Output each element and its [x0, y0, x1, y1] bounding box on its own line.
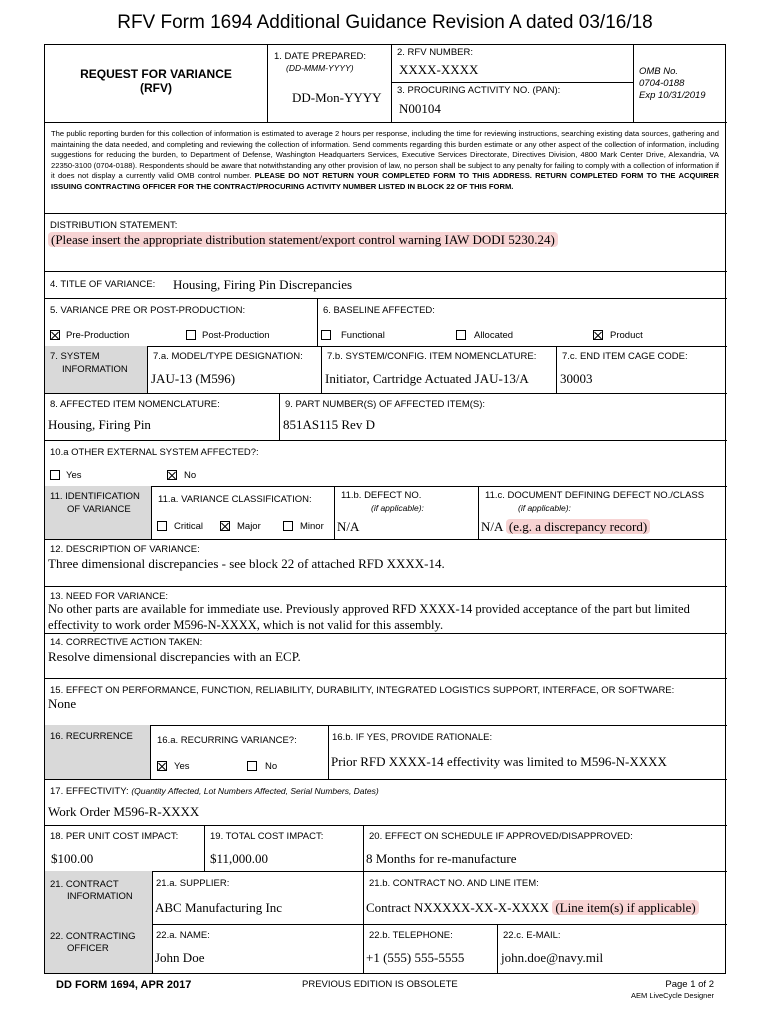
pre-production-label: Pre-Production	[66, 330, 130, 341]
affected-item-field[interactable]: Housing, Firing Pin	[48, 417, 151, 432]
schedule-effect-field[interactable]: 8 Months for re-manufacture	[366, 851, 517, 866]
external-yes-checkbox[interactable]	[50, 470, 60, 480]
title-of-variance-label: 4. TITLE OF VARIANCE:	[50, 279, 156, 290]
date-prepared-field[interactable]: DD-Mon-YYYY	[292, 90, 382, 105]
officer-name-field[interactable]: John Doe	[155, 950, 205, 965]
effect-field[interactable]: None	[48, 696, 77, 711]
contracting-officer-label-1: 22. CONTRACTING	[50, 931, 136, 942]
officer-name-label: 22.a. NAME:	[156, 930, 210, 941]
burden-text: The public reporting burden for this collection of information is estimated to average 2 hours per response, including the time for reviewing instructions, searching existing data sources, gathering and maintaining the data needed, and completing and reviewing the collection of information. Send comments regarding this burden estimate or any other aspect of the collection of information, including suggestions for reducing the burden, to Department of Defense, Washington Headquarters Services, Executive Services Directorate, Directives Division, 4800 Mark Center Drive, Alexandria, VA 22350-3100 (0704-0188). Respondents should be aware that notwithstanding any other provision of law, no person shall be subject to any penalty for failing to comply with a collection of information if it does not display a currently valid OMB control number.	[51, 129, 719, 181]
defect-document-field[interactable]	[481, 519, 650, 535]
omb-number: OMB No.	[639, 66, 679, 77]
defect-no-field[interactable]: N/A	[337, 519, 360, 534]
contract-info-label-2: INFORMATION	[67, 891, 133, 902]
page-number: Page 1 of 2	[665, 979, 714, 990]
distribution-field[interactable]: (Please insert the appropriate distribution statement/export control warning IAW DODI 5230.24)	[48, 232, 558, 247]
rfv-number-field[interactable]: XXXX-XXXX	[399, 62, 479, 77]
external-system-label: 10.a OTHER EXTERNAL SYSTEM AFFECTED?:	[50, 447, 259, 458]
email-label: 22.c. E-MAIL:	[503, 930, 561, 941]
defect-no-hint: (if applicable):	[371, 503, 424, 513]
recurrence-label: 16. RECURRENCE	[50, 731, 133, 742]
contracting-officer-label-2: OFFICER	[67, 943, 109, 954]
pre-production-checkbox[interactable]	[50, 330, 60, 340]
effectivity-label	[50, 786, 379, 797]
schedule-effect-label: 20. EFFECT ON SCHEDULE IF APPROVED/DISAPPROVED:	[369, 831, 633, 842]
need-field-line1[interactable]: No other parts are available for immediate use. Previously approved RFD XXXX-14 provided acceptance of the part but limited	[48, 602, 690, 616]
classification-label: 11.a. VARIANCE CLASSIFICATION:	[158, 494, 312, 505]
part-numbers-label: 9. PART NUMBER(S) OF AFFECTED ITEM(S):	[285, 399, 486, 410]
minor-checkbox[interactable]	[283, 521, 293, 531]
identification-label-1: 11. IDENTIFICATION	[50, 491, 140, 502]
critical-checkbox[interactable]	[157, 521, 167, 531]
contract-no-label: 21.b. CONTRACT NO. AND LINE ITEM:	[369, 878, 539, 889]
external-yes-label: Yes	[66, 470, 82, 481]
telephone-field[interactable]: +1 (555) 555-5555	[366, 950, 465, 965]
effect-label: 15. EFFECT ON PERFORMANCE, FUNCTION, RELIABILITY, DURABILITY, INTEGRATED LOGISTICS SUPPORT, INTERFACE, OR SOFTWARE:	[50, 685, 675, 696]
effectivity-field[interactable]: Work Order M596-R-XXXX	[48, 804, 200, 819]
omb-expiration: Exp 10/31/2019	[639, 90, 706, 101]
date-prepared-label: 1. DATE PREPARED:	[274, 51, 367, 62]
identification-label-2: OF VARIANCE	[67, 504, 131, 515]
contract-no-value: Contract NXXXXX-XX-X-XXXX	[366, 900, 550, 915]
baseline-affected-label: 6. BASELINE AFFECTED:	[323, 305, 435, 316]
burden-statement	[51, 129, 719, 193]
post-production-label: Post-Production	[202, 330, 270, 341]
minor-label: Minor	[300, 521, 324, 532]
dd-form-1694	[44, 44, 726, 974]
recurring-yes-label: Yes	[174, 761, 190, 772]
external-no-label: No	[184, 470, 197, 481]
telephone-label: 22.b. TELEPHONE:	[369, 930, 453, 941]
effectivity-label-text: 17. EFFECTIVITY:	[50, 786, 129, 797]
part-numbers-field[interactable]: 851AS115 Rev D	[283, 417, 375, 432]
total-cost-field[interactable]: $11,000.00	[210, 851, 269, 866]
defect-no-label: 11.b. DEFECT NO.	[341, 490, 422, 501]
rfv-number-label: 2. RFV NUMBER:	[397, 47, 474, 58]
form-number: DD FORM 1694, APR 2017	[56, 979, 192, 991]
contract-info-label-1: 21. CONTRACT	[50, 879, 119, 890]
rationale-field[interactable]: Prior RFD XXXX-14 effectivity was limited to M596-N-XXXX	[331, 754, 667, 769]
recurring-no-checkbox[interactable]	[247, 761, 257, 771]
designer-credit: AEM LiveCycle Designer	[631, 991, 714, 1000]
product-label: Product	[610, 330, 643, 341]
post-production-checkbox[interactable]	[186, 330, 196, 340]
defect-document-label: 11.c. DOCUMENT DEFINING DEFECT NO./CLASS	[485, 490, 705, 501]
model-type-field[interactable]: JAU-13 (M596)	[151, 371, 236, 386]
document-title: RFV Form 1694 Additional Guidance Revision A dated 03/16/18	[117, 12, 653, 33]
affected-item-label: 8. AFFECTED ITEM NOMENCLATURE:	[50, 399, 220, 410]
functional-checkbox[interactable]	[321, 330, 331, 340]
supplier-label: 21.a. SUPPLIER:	[156, 878, 230, 889]
system-nomenclature-label: 7.b. SYSTEM/CONFIG. ITEM NOMENCLATURE:	[327, 351, 537, 362]
pre-post-production-label: 5. VARIANCE PRE OR POST-PRODUCTION:	[50, 305, 246, 316]
corrective-action-label: 14. CORRECTIVE ACTION TAKEN:	[50, 637, 203, 648]
system-information-label-1: 7. SYSTEM	[50, 351, 100, 362]
external-no-checkbox[interactable]	[167, 470, 177, 480]
edition-notice: PREVIOUS EDITION IS OBSOLETE	[302, 979, 458, 990]
description-label: 12. DESCRIPTION OF VARIANCE:	[50, 544, 200, 555]
need-label: 13. NEED FOR VARIANCE:	[50, 591, 169, 602]
system-nomenclature-field[interactable]: Initiator, Cartridge Actuated JAU-13/A	[325, 371, 529, 386]
product-checkbox[interactable]	[593, 330, 603, 340]
unit-cost-field[interactable]: $100.00	[51, 851, 94, 866]
allocated-checkbox[interactable]	[456, 330, 466, 340]
model-type-label: 7.a. MODEL/TYPE DESIGNATION:	[153, 351, 303, 362]
contract-line-item-hint: (Line item(s) if applicable)	[552, 900, 698, 915]
description-field[interactable]: Three dimensional discrepancies - see block 22 of attached RFD XXXX-14.	[48, 556, 445, 571]
total-cost-label: 19. TOTAL COST IMPACT:	[210, 831, 324, 842]
major-checkbox[interactable]	[220, 521, 230, 531]
defect-document-guidance: (e.g. a discrepancy record)	[506, 519, 650, 534]
cage-code-label: 7.c. END ITEM CAGE CODE:	[562, 351, 688, 362]
form-title	[45, 67, 267, 95]
critical-label: Critical	[174, 521, 204, 532]
corrective-action-field[interactable]: Resolve dimensional discrepancies with an ECP.	[48, 649, 301, 664]
cage-code-field[interactable]: 30003	[560, 371, 593, 386]
system-information-label-2: INFORMATION	[62, 364, 128, 375]
pan-field[interactable]: N00104	[399, 101, 441, 116]
functional-label: Functional	[341, 330, 385, 341]
contract-no-field[interactable]	[366, 900, 699, 916]
title-of-variance-field[interactable]: Housing, Firing Pin Discrepancies	[173, 277, 353, 292]
date-format-hint: (DD-MMM-YYYY)	[286, 63, 354, 73]
defect-document-hint: (if applicable):	[518, 503, 571, 513]
rationale-label: 16.b. IF YES, PROVIDE RATIONALE:	[332, 732, 493, 743]
return-instructions: PLEASE DO NOT RETURN YOUR COMPLETED FORM TO THIS ADDRESS. RETURN COMPLETED FORM TO THE ACQUIRER ISSUING CONTRACTING OFFICER FOR THE CONTRACT/PROCURING ACTIVITY NUMBER LISTED IN BLOCK 22 OF THIS FORM.	[51, 171, 719, 191]
defect-document-value: N/A	[481, 519, 503, 534]
form-title-line2: (RFV)	[140, 81, 172, 95]
recurring-yes-checkbox[interactable]	[157, 761, 167, 771]
omb-control: 0704-0188	[639, 78, 685, 89]
email-field[interactable]: john.doe@navy.mil	[501, 950, 604, 965]
recurring-no-label: No	[265, 761, 278, 772]
unit-cost-label: 18. PER UNIT COST IMPACT:	[50, 831, 179, 842]
recurring-label: 16.a. RECURRING VARIANCE?:	[157, 735, 297, 746]
supplier-field[interactable]: ABC Manufacturing Inc	[155, 900, 283, 915]
need-field-line2[interactable]: effectivity to work order M596-N-XXXX, which is not valid for this assembly.	[48, 618, 444, 632]
pan-label: 3. PROCURING ACTIVITY NO. (PAN):	[397, 85, 561, 96]
major-label: Major	[237, 521, 261, 532]
effectivity-hint: (Quantity Affected, Lot Numbers Affected, Serial Numbers, Dates)	[131, 786, 379, 796]
form-title-line1: REQUEST FOR VARIANCE	[80, 67, 232, 81]
distribution-label: DISTRIBUTION STATEMENT:	[50, 220, 178, 231]
allocated-label: Allocated	[474, 330, 514, 341]
